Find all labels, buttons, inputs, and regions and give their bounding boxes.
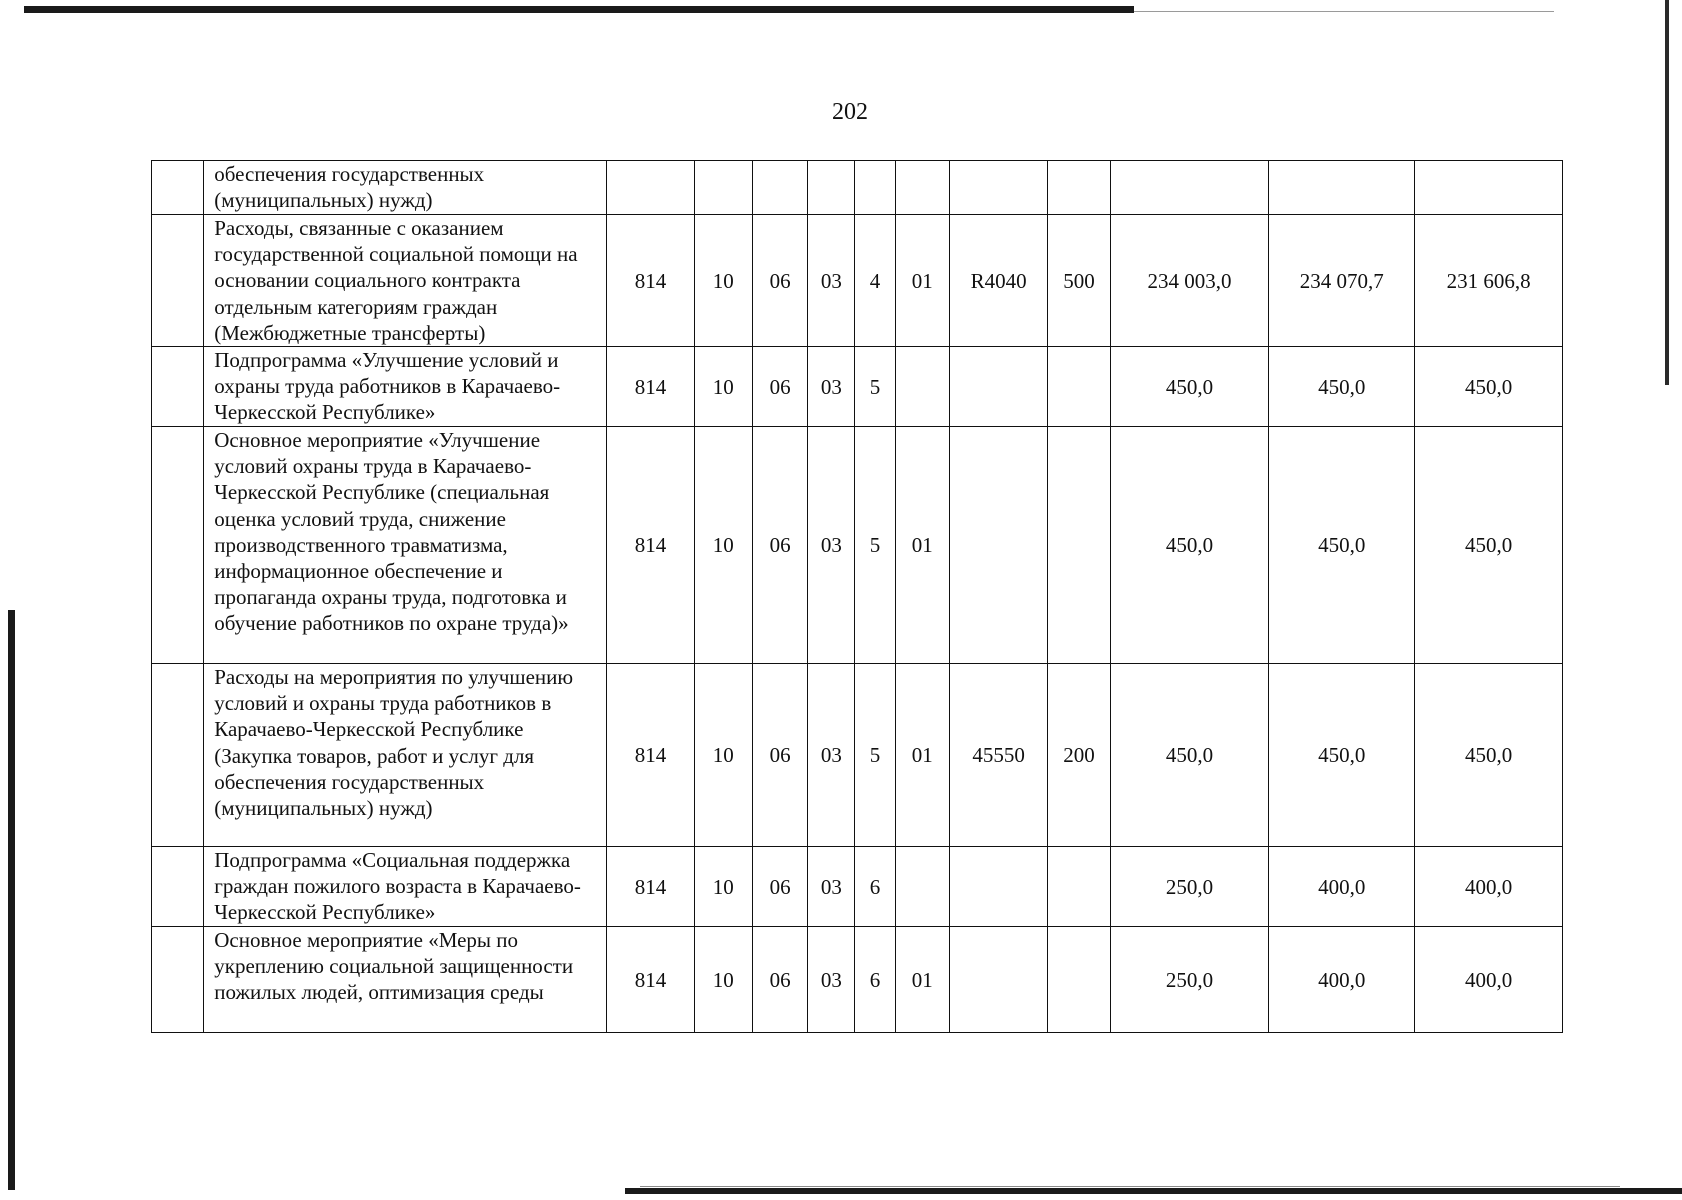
expense-type-code	[1048, 427, 1110, 664]
ministry-code: 814	[607, 927, 694, 1033]
subprogram-code: 6	[855, 927, 895, 1033]
amount-year-3: 400,0	[1415, 927, 1563, 1033]
subprogram-code: 5	[855, 664, 895, 847]
amount-year-2: 450,0	[1269, 347, 1415, 427]
scan-edge-bottom	[625, 1188, 1682, 1194]
section-code	[694, 161, 752, 215]
expense-type-code: 500	[1048, 215, 1110, 347]
activity-code: 01	[895, 427, 949, 664]
program-code: 03	[808, 215, 855, 347]
row-description: Расходы, связанные с оказанием государственной социальной помощи на основании социального контракта отдельным категориям граждан (Межбюджетные трансферты)	[204, 215, 607, 347]
row-description: Подпрограмма «Улучшение условий и охраны труда работников в Карачаево-Черкесской Республике»	[204, 347, 607, 427]
expense-direction-code: R4040	[949, 215, 1047, 347]
table-row	[152, 161, 1563, 215]
scan-edge-right	[1665, 0, 1669, 385]
program-code: 03	[808, 927, 855, 1033]
amount-year-1: 250,0	[1110, 847, 1269, 927]
section-code: 10	[694, 215, 752, 347]
activity-code	[895, 347, 949, 427]
subsection-code: 06	[752, 927, 807, 1033]
table-row	[152, 347, 1563, 427]
subprogram-code	[855, 161, 895, 215]
expense-type-code: 200	[1048, 664, 1110, 847]
ministry-code: 814	[607, 215, 694, 347]
row-description: Основное мероприятие «Меры по укреплению социальной защищенности пожилых людей, оптимизация среды	[204, 927, 607, 1033]
amount-year-3: 231 606,8	[1415, 215, 1563, 347]
section-code: 10	[694, 927, 752, 1033]
amount-year-2: 400,0	[1269, 847, 1415, 927]
subsection-code: 06	[752, 664, 807, 847]
scan-edge-left	[8, 610, 15, 1190]
table-row	[152, 215, 1563, 347]
section-code: 10	[694, 847, 752, 927]
amount-year-2: 450,0	[1269, 427, 1415, 664]
amount-year-2: 400,0	[1269, 927, 1415, 1033]
table-row	[152, 664, 1563, 847]
amount-year-2: 234 070,7	[1269, 215, 1415, 347]
table-row	[152, 847, 1563, 927]
amount-year-1: 250,0	[1110, 927, 1269, 1033]
subsection-code: 06	[752, 215, 807, 347]
amount-year-3: 450,0	[1415, 427, 1563, 664]
scan-edge-top-thin	[1134, 11, 1554, 12]
subsection-code: 06	[752, 847, 807, 927]
expense-direction-code	[949, 847, 1047, 927]
row-number-cell	[152, 847, 204, 927]
amount-year-3	[1415, 161, 1563, 215]
expense-type-code	[1048, 847, 1110, 927]
row-number-cell	[152, 927, 204, 1033]
budget-table	[151, 160, 1563, 1033]
expense-type-code	[1048, 927, 1110, 1033]
amount-year-1: 450,0	[1110, 664, 1269, 847]
row-description: Основное мероприятие «Улучшение условий охраны труда в Карачаево-Черкесской Республике (специальная оценка условий труда, снижение производственного травматизма, информационное обеспечение и пропаганда охраны труда, подготовка и обучение работников по охране труда)»	[204, 427, 607, 664]
activity-code: 01	[895, 215, 949, 347]
row-number-cell	[152, 664, 204, 847]
section-code: 10	[694, 347, 752, 427]
activity-code: 01	[895, 664, 949, 847]
expense-direction-code: 45550	[949, 664, 1047, 847]
row-number-cell	[152, 347, 204, 427]
amount-year-2: 450,0	[1269, 664, 1415, 847]
subprogram-code: 5	[855, 427, 895, 664]
amount-year-2	[1269, 161, 1415, 215]
program-code: 03	[808, 664, 855, 847]
row-number-cell	[152, 215, 204, 347]
subprogram-code: 4	[855, 215, 895, 347]
amount-year-3: 450,0	[1415, 664, 1563, 847]
amount-year-1: 450,0	[1110, 427, 1269, 664]
amount-year-3: 450,0	[1415, 347, 1563, 427]
activity-code: 01	[895, 927, 949, 1033]
amount-year-3: 400,0	[1415, 847, 1563, 927]
scan-edge-bottom-thin	[640, 1186, 1620, 1187]
expense-direction-code	[949, 427, 1047, 664]
subsection-code: 06	[752, 347, 807, 427]
ministry-code: 814	[607, 427, 694, 664]
program-code: 03	[808, 847, 855, 927]
page-number: 202	[832, 99, 868, 125]
expense-type-code	[1048, 347, 1110, 427]
scan-edge-top	[24, 6, 1134, 13]
activity-code	[895, 161, 949, 215]
row-description: обеспечения государственных (муниципальных) нужд)	[204, 161, 607, 215]
ministry-code: 814	[607, 664, 694, 847]
expense-direction-code	[949, 161, 1047, 215]
expense-direction-code	[949, 347, 1047, 427]
subprogram-code: 5	[855, 347, 895, 427]
table-row	[152, 927, 1563, 1033]
program-code: 03	[808, 347, 855, 427]
row-number-cell	[152, 427, 204, 664]
subsection-code: 06	[752, 427, 807, 664]
amount-year-1: 234 003,0	[1110, 215, 1269, 347]
row-description: Расходы на мероприятия по улучшению условий и охраны труда работников в Карачаево-Черкесской Республике (Закупка товаров, работ и услуг для обеспечения государственных (муниципальных) нужд)	[204, 664, 607, 847]
activity-code	[895, 847, 949, 927]
expense-direction-code	[949, 927, 1047, 1033]
amount-year-1: 450,0	[1110, 347, 1269, 427]
ministry-code: 814	[607, 847, 694, 927]
ministry-code: 814	[607, 347, 694, 427]
ministry-code	[607, 161, 694, 215]
program-code: 03	[808, 427, 855, 664]
section-code: 10	[694, 427, 752, 664]
row-description: Подпрограмма «Социальная поддержка граждан пожилого возраста в Карачаево-Черкесской Республике»	[204, 847, 607, 927]
subsection-code	[752, 161, 807, 215]
section-code: 10	[694, 664, 752, 847]
amount-year-1	[1110, 161, 1269, 215]
subprogram-code: 6	[855, 847, 895, 927]
program-code	[808, 161, 855, 215]
row-number-cell	[152, 161, 204, 215]
expense-type-code	[1048, 161, 1110, 215]
table-row	[152, 427, 1563, 664]
